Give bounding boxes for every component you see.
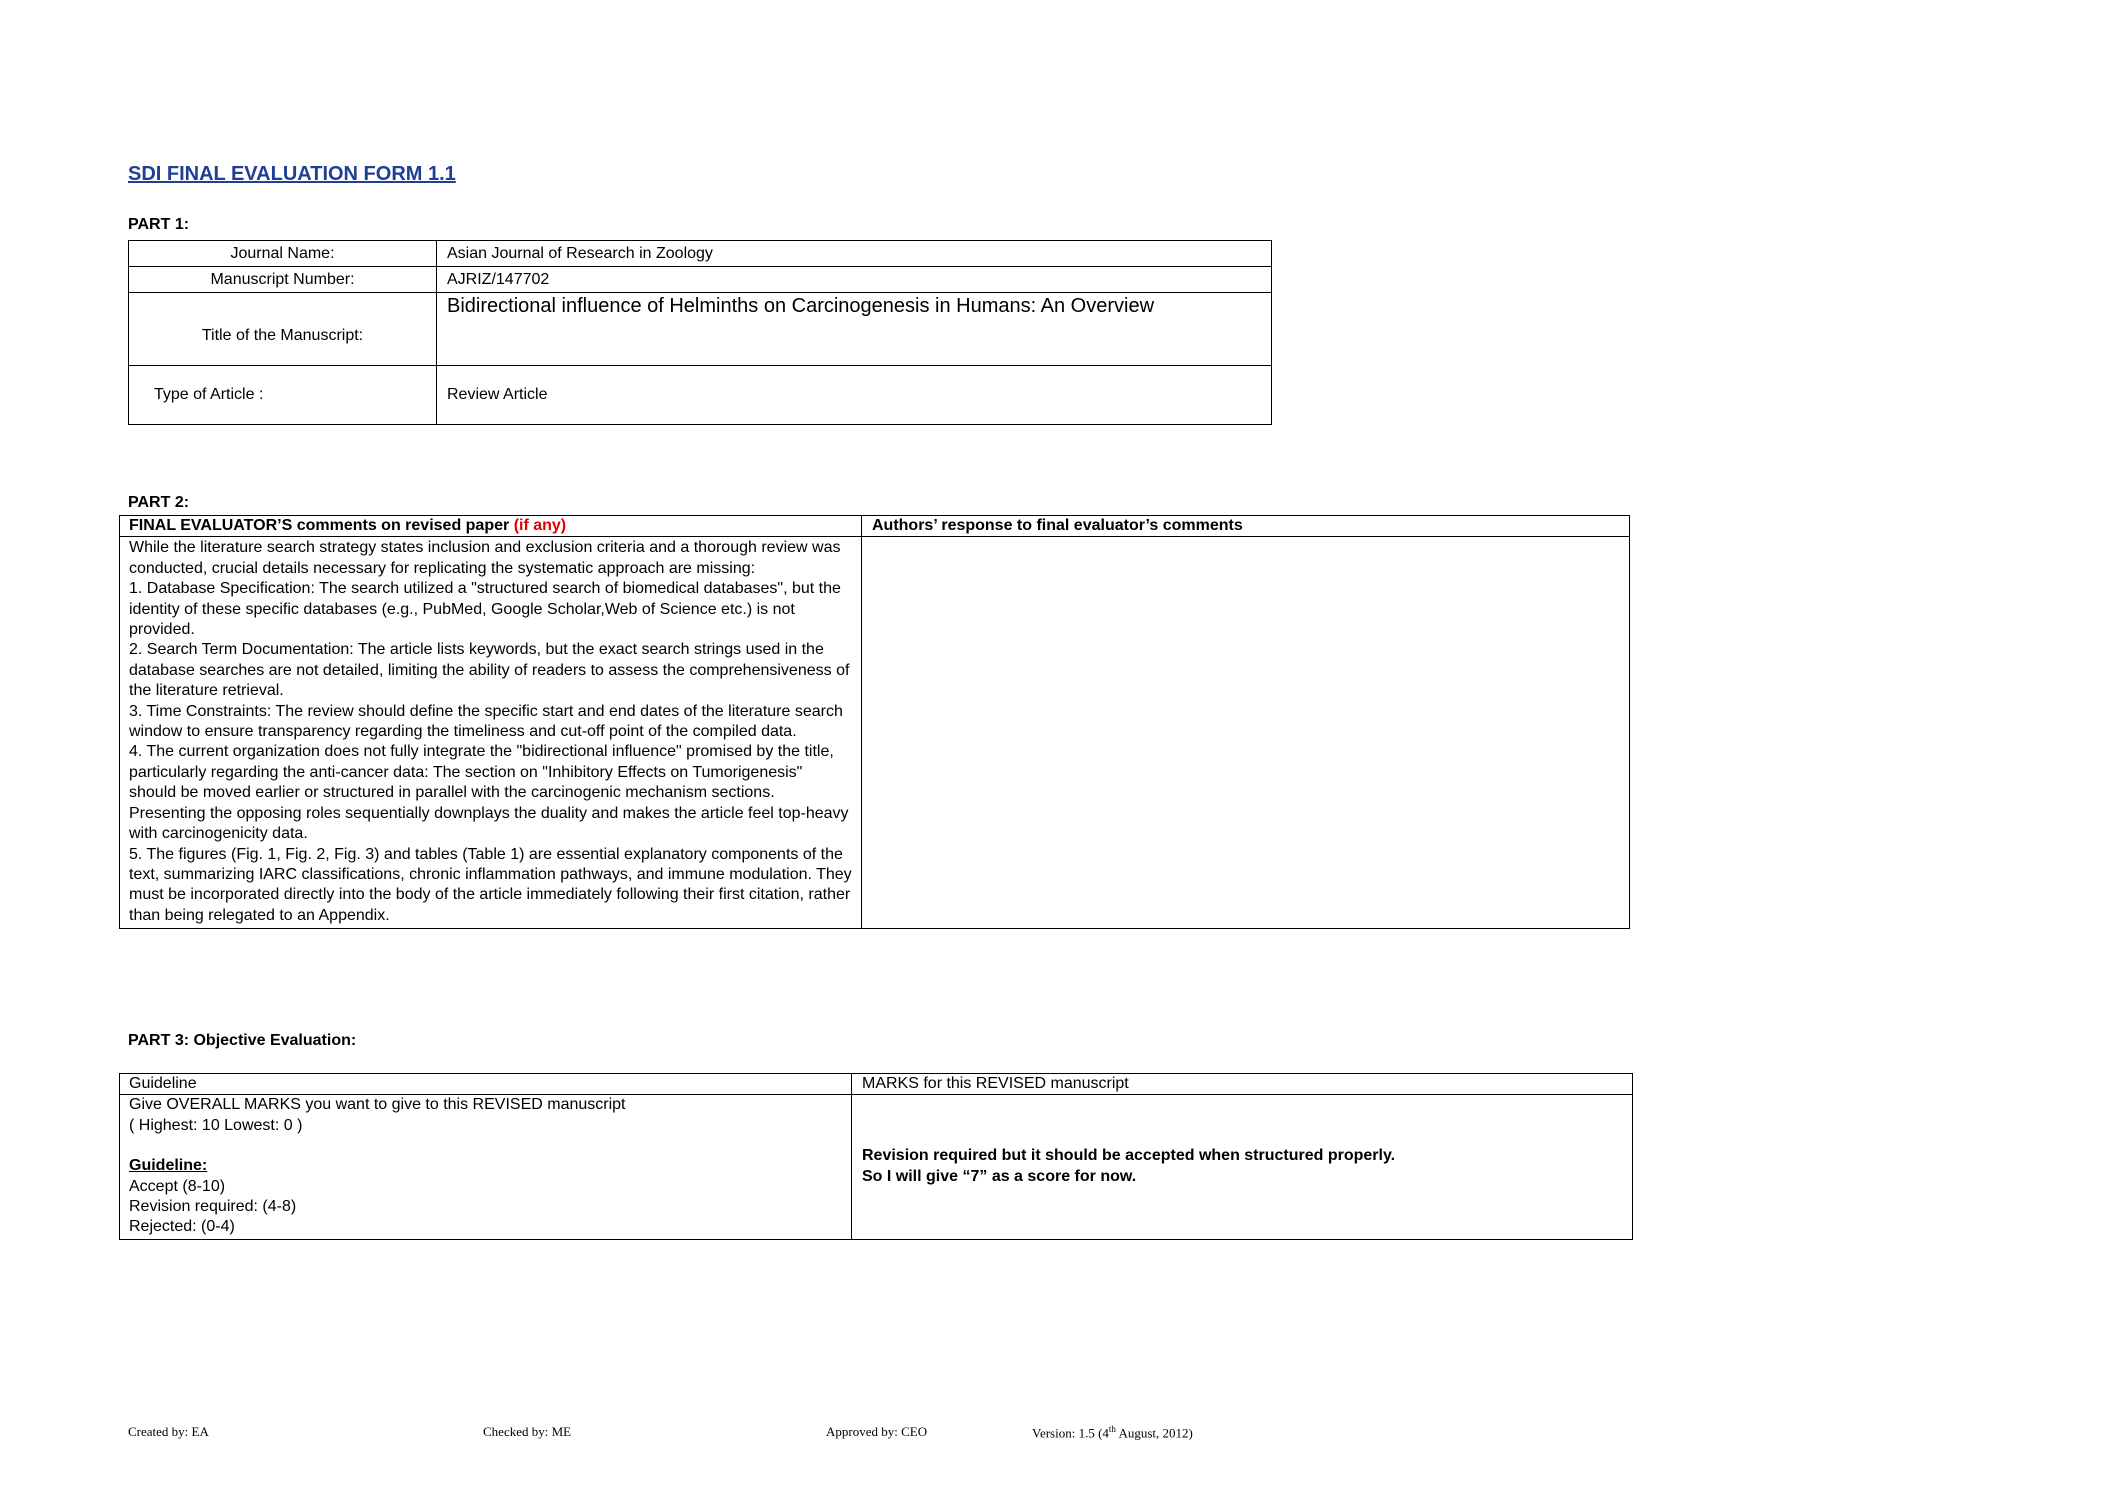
journal-name-label: Journal Name:: [129, 241, 437, 267]
footer-approved-by: Approved by: CEO: [826, 1424, 928, 1439]
table-row: [129, 267, 1272, 293]
footer-created-by: Created by: EA: [128, 1424, 209, 1439]
comments-column-header: FINAL EVALUATOR’S comments on revised paper (if any): [120, 516, 862, 537]
guideline-item: Revision required: (4-8): [129, 1198, 297, 1216]
journal-name-value: Asian Journal of Research in Zoology: [437, 241, 1272, 267]
table-header-row: [120, 1074, 1633, 1095]
part1-label: PART 1:: [128, 216, 190, 233]
guideline-item: Rejected: (0-4): [129, 1218, 235, 1236]
evaluator-comments-cell: [120, 537, 862, 929]
objective-evaluation-table: [119, 1073, 1633, 1240]
manuscript-info-table: [128, 240, 1272, 425]
table-row: [129, 366, 1272, 425]
evaluator-comments-table: [119, 515, 1630, 929]
comment-item: 5. The figures (Fig. 1, Fig. 2, Fig. 3) and tables (Table 1) are essential explanatory components of the text, summarizing IARC classifications, chronic inflammation pathways, and immune modulation. They must be incorporated directly into the body of the article immediately following their first citation, rather than being relegated to an Appendix.: [129, 845, 852, 924]
comment-item: 4. The current organization does not fully integrate the "bidirectional influence" promised by the title, particularly regarding the anti-cancer data: The section on "Inhibitory Effects on Tumorigenesis" should be moved earlier or structured in parallel with the carcinogenic mechanism sections. Presenting the opposing roles sequentially downplays the duality and makes the article feel top-heavy with carcinogenicity data.: [129, 743, 849, 843]
if-any-note: (if any): [513, 517, 567, 534]
marks-answer-line1: Revision required but it should be accepted when structured properly.: [862, 1147, 1396, 1165]
table-row: [120, 1095, 1633, 1240]
guideline-column-header: Guideline: [120, 1074, 852, 1095]
marks-answer-line2: So I will give “7” as a score for now.: [862, 1167, 1137, 1185]
marks-cell[interactable]: [852, 1095, 1633, 1240]
marks-column-header: MARKS for this REVISED manuscript: [852, 1074, 1633, 1095]
manuscript-title-label: Title of the Manuscript:: [129, 293, 437, 366]
table-row: [129, 293, 1272, 366]
table-row: [120, 537, 1630, 929]
comment-intro: While the literature search strategy states inclusion and exclusion criteria and a thorough review was conducted, crucial details necessary for replicating the systematic approach are missing:: [129, 539, 841, 577]
manuscript-title-value: Bidirectional influence of Helminths on Carcinogenesis in Humans: An Overview: [437, 293, 1272, 366]
marks-range: ( Highest: 10 Lowest: 0 ): [129, 1116, 303, 1134]
guideline-item: Accept (8-10): [129, 1177, 226, 1195]
response-column-header: Authors’ response to final evaluator’s comments: [862, 516, 1630, 537]
guideline-cell: [120, 1095, 852, 1240]
footer-checked-by: Checked by: ME: [483, 1424, 572, 1439]
comment-item: 3. Time Constraints: The review should define the specific start and end dates of the literature search window to ensure transparency regarding the timeliness and cut-off point of the compiled data.: [129, 702, 843, 741]
marks-instruction: Give OVERALL MARKS you want to give to this REVISED manuscript: [129, 1096, 626, 1114]
manuscript-number-label: Manuscript Number:: [129, 267, 437, 293]
guideline-title: Guideline:: [129, 1157, 208, 1175]
author-response-cell[interactable]: [862, 537, 1630, 929]
comment-item: 1. Database Specification: The search utilized a "structured search of biomedical databases", but the identity of these specific databases (e.g., PubMed, Google Scholar,Web of Science etc.) is not provided.: [129, 580, 841, 639]
table-header-row: [120, 516, 1630, 537]
manuscript-number-value: AJRIZ/147702: [437, 267, 1272, 293]
article-type-value: Review Article: [437, 366, 1272, 425]
footer-version: Version: 1.5 (4th August, 2012): [1032, 1424, 1193, 1441]
article-type-label: Type of Article :: [129, 366, 437, 425]
table-row: [129, 241, 1272, 267]
comment-item: 2. Search Term Documentation: The article lists keywords, but the exact search strings used in the database searches are not detailed, limiting the ability of readers to assess the comprehensiveness of the literature retrieval.: [129, 641, 850, 700]
part3-label: PART 3: Objective Evaluation:: [128, 1032, 357, 1049]
part2-label: PART 2:: [128, 494, 190, 511]
form-title: SDI FINAL EVALUATION FORM 1.1: [128, 163, 456, 185]
